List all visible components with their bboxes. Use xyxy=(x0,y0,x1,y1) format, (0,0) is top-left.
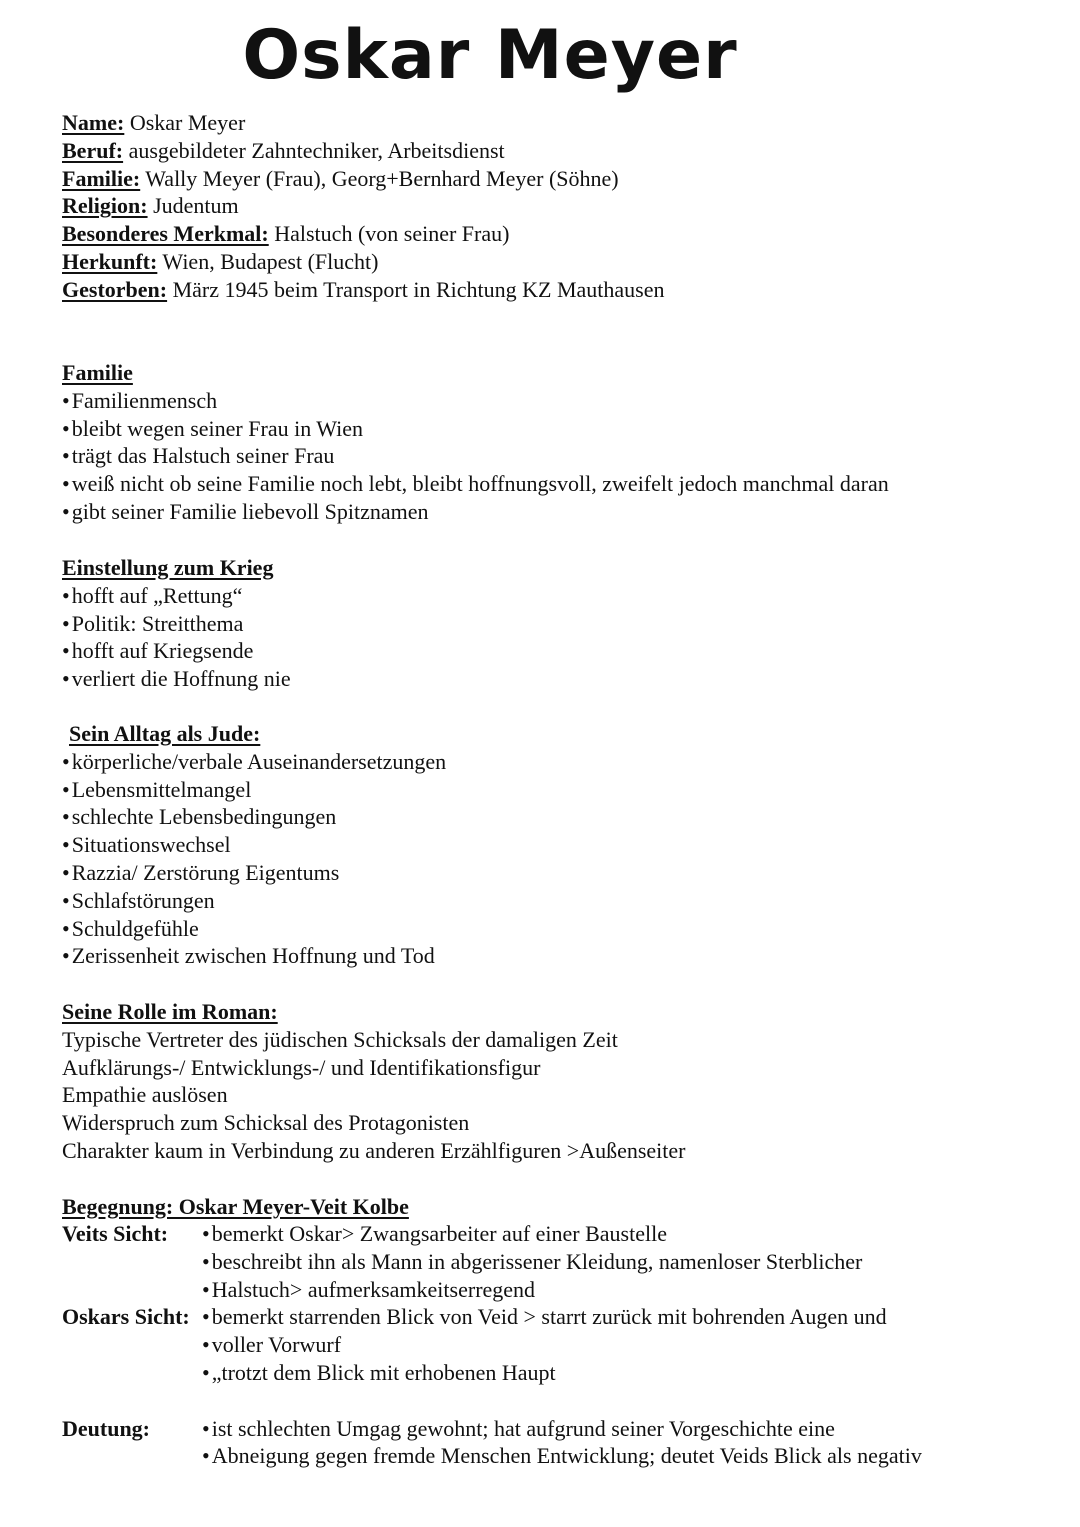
deutung-label: Deutung: xyxy=(62,1415,151,1441)
text-line: Widerspruch zum Schicksal des Protagonisten xyxy=(62,1110,470,1136)
familie-section xyxy=(62,359,889,526)
list-item: • Abneigung gegen fremde Menschen Entwicklung; deutet Veids Blick als negativ xyxy=(202,1442,922,1470)
section-heading: Seine Rolle im Roman: xyxy=(62,999,278,1024)
list-item: • weiß nicht ob seine Familie noch lebt, bleibt hoffnungsvoll, zweifelt jedoch manchmal daran xyxy=(62,470,889,498)
text-line: Typische Vertreter des jüdischen Schicksals der damaligen Zeit xyxy=(62,1026,618,1052)
begegnung-section xyxy=(62,1220,922,1470)
list-item: • Halstuch> aufmerksamkeitserregend xyxy=(202,1276,862,1304)
list-item: • gibt seiner Familie liebevoll Spitznamen xyxy=(62,498,889,526)
list-item: • bemerkt starrenden Blick von Veid > starrt zurück mit bohrenden Augen und xyxy=(202,1303,887,1331)
profile-value: Halstuch (von seiner Frau) xyxy=(268,221,510,247)
text-line: Aufklärungs-/ Entwicklungs-/ und Identifikationsfigur xyxy=(62,1054,541,1080)
list-item: • hofft auf Kriegsende xyxy=(62,637,291,665)
section-heading: Sein Alltag als Jude: xyxy=(69,721,261,746)
profile-label: Gestorben: xyxy=(62,276,168,302)
profile-section xyxy=(62,109,665,304)
profile-label: Name: xyxy=(62,110,125,135)
list-item: • verliert die Hoffnung nie xyxy=(62,665,291,693)
list-item: • hofft auf „Rettung“ xyxy=(62,582,291,610)
list-item: • Razzia/ Zerstörung Eigentums xyxy=(62,859,446,887)
section-heading: Begegnung: Oskar Meyer-Veit Kolbe xyxy=(62,1194,409,1219)
list-item: • Lebensmittelmangel xyxy=(62,776,446,804)
list-item: • bleibt wegen seiner Frau in Wien xyxy=(62,415,889,443)
deutung-row xyxy=(62,1415,922,1471)
profile-value: ausgebildeter Zahntechniker, Arbeitsdienst xyxy=(123,137,505,163)
profile-value: März 1945 beim Transport in Richtung KZ Mauthausen xyxy=(167,276,665,302)
profile-row-merkmal xyxy=(62,220,665,248)
profile-value: Wien, Budapest (Flucht) xyxy=(157,248,379,274)
list-item: • bemerkt Oskar> Zwangsarbeiter auf einer Baustelle xyxy=(202,1220,862,1248)
rolle-section xyxy=(62,998,686,1165)
begegnung-heading-block xyxy=(62,1193,409,1221)
list-item: • schlechte Lebensbedingungen xyxy=(62,803,446,831)
list-item: • ist schlechten Umgag gewohnt; hat aufgrund seiner Vorgeschichte eine xyxy=(202,1415,922,1443)
profile-label: Religion: xyxy=(62,193,148,219)
profile-label: Familie: xyxy=(62,165,141,191)
list-item: • beschreibt ihn als Mann in abgerissener Kleidung, namenloser Sterblicher xyxy=(202,1248,862,1276)
text-line: Charakter kaum in Verbindung zu anderen Erzählfiguren >Außenseiter xyxy=(62,1137,686,1163)
alltag-section xyxy=(62,720,446,970)
profile-row-gestorben xyxy=(62,276,665,304)
profile-row-beruf xyxy=(62,137,665,165)
list-item: • „trotzt dem Blick mit erhobenen Haupt xyxy=(202,1359,887,1387)
list-item: • Schuldgefühle xyxy=(62,915,446,943)
krieg-section xyxy=(62,554,291,693)
profile-value: Oskar Meyer xyxy=(124,110,246,135)
veit-label: Veits Sicht: xyxy=(62,1221,169,1246)
profile-row-name xyxy=(62,109,665,137)
list-item: • Politik: Streitthema xyxy=(62,610,291,638)
list-item: • Schlafstörungen xyxy=(62,887,446,915)
profile-value: Judentum xyxy=(147,193,239,219)
veit-row xyxy=(62,1220,922,1303)
list-item: • körperliche/verbale Auseinandersetzungen xyxy=(62,748,446,776)
list-item: • trägt das Halstuch seiner Frau xyxy=(62,442,889,470)
list-item: • voller Vorwurf xyxy=(202,1331,887,1359)
profile-row-herkunft xyxy=(62,248,665,276)
list-item: • Familienmensch xyxy=(62,387,889,415)
section-heading: Familie xyxy=(62,360,133,385)
section-heading: Einstellung zum Krieg xyxy=(62,555,274,580)
page-title: Oskar Meyer xyxy=(242,16,738,95)
profile-label: Herkunft: xyxy=(62,248,158,274)
oskar-label: Oskars Sicht: xyxy=(62,1304,190,1330)
text-line: Empathie auslösen xyxy=(62,1082,228,1108)
profile-row-religion xyxy=(62,192,665,220)
list-item: • Zerissenheit zwischen Hoffnung und Tod xyxy=(62,942,446,970)
oskar-row xyxy=(62,1303,922,1386)
list-item: • Situationswechsel xyxy=(62,831,446,859)
profile-row-familie xyxy=(62,165,665,193)
profile-label: Beruf: xyxy=(62,137,124,163)
profile-value: Wally Meyer (Frau), Georg+Bernhard Meyer (Söhne) xyxy=(140,165,619,191)
profile-label: Besonderes Merkmal: xyxy=(62,221,269,247)
